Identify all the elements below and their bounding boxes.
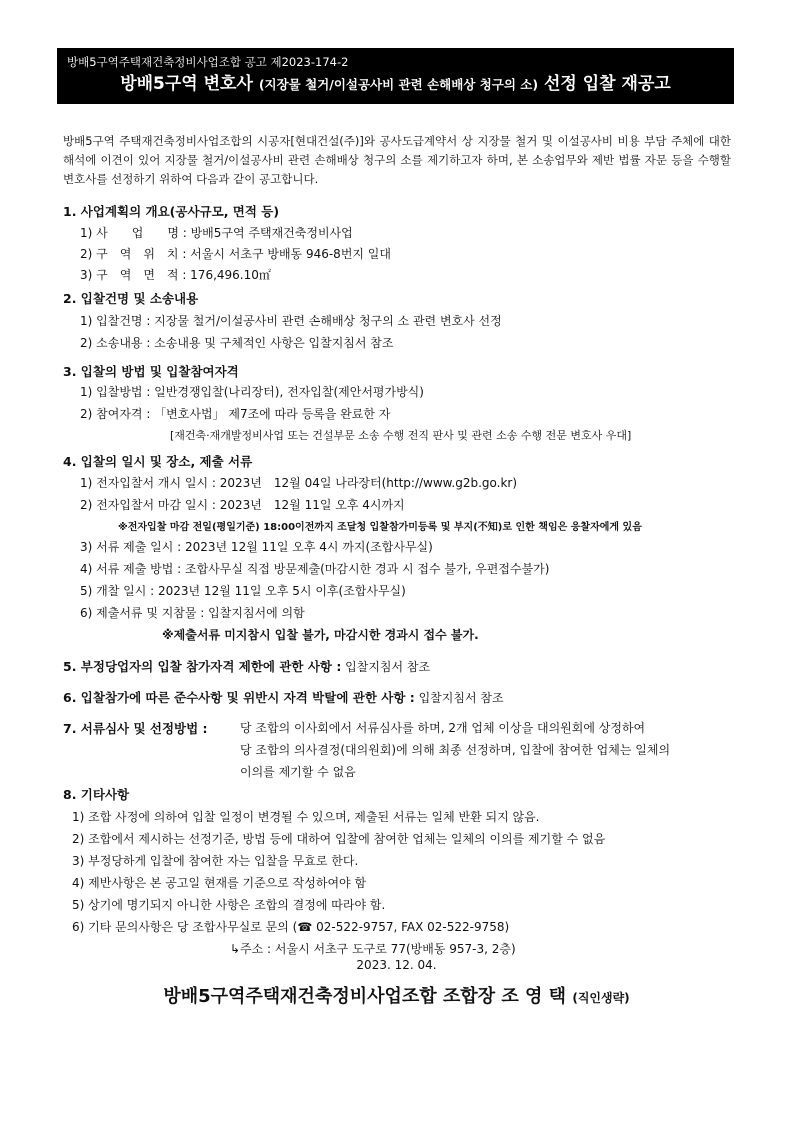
section-5-value: 입찰지침서 참조: [341, 660, 431, 674]
s4-item-5: 5) 개찰 일시 : 2023년 12월 11일 오후 5시 이후(조합사무실): [80, 584, 406, 598]
s8-item-1: 1) 조합 사정에 의하여 입찰 일정이 변경될 수 있으며, 제출된 서류는 일체 반환 되지 않음.: [72, 810, 540, 824]
section-7-heading: 7. 서류심사 및 선정방법 :: [63, 721, 208, 736]
title-subject: (지장물 철거/이설공사비 관련 손해배상 청구의 소): [258, 77, 539, 92]
section-6-heading: 6. 입찰참가에 따른 준수사항 및 위반시 자격 박탈에 관한 사항 :: [63, 690, 415, 705]
s4-item-2: 2) 전자입찰서 마감 일시 : 2023년 12월 11일 오후 4시까지: [80, 498, 405, 512]
s4-item-1: 1) 전자입찰서 개시 일시 : 2023년 12월 04일 나라장터(http://www.g2b.go.kr): [80, 476, 518, 490]
section-5-heading: 5. 부정당업자의 입찰 참가자격 제한에 관한 사항 :: [63, 659, 342, 674]
s1-item-1: 1) 사 업 명 : 방배5구역 주택재건축정비사업: [80, 226, 353, 240]
s8-item-6: 6) 기타 문의사항은 당 조합사무실로 문의 (☎ 02-522-9757, FAX 02-522-9758): [72, 920, 510, 934]
section-3-heading: 3. 입찰의 방법 및 입찰참여자격: [63, 364, 239, 379]
section-4-heading: 4. 입찰의 일시 및 장소, 제출 서류: [63, 454, 253, 469]
notice-number: 방배5구역주택재건축정비사업조합 공고 제2023-174-2: [67, 55, 349, 69]
s4-item-3: 3) 서류 제출 일시 : 2023년 12월 11일 오후 4시 까지(조합사무실): [80, 540, 433, 554]
s4-submission-note: ※제출서류 미지참시 입찰 불가, 마감시한 경과시 접수 불가.: [162, 628, 479, 642]
s8-address: ↳주소 : 서울시 서초구 도구로 77(방배동 957-3, 2층): [230, 942, 516, 956]
section-5: [63, 657, 430, 675]
section-6: [63, 688, 504, 706]
signer-line: [0, 982, 793, 1008]
s7-line-2: 당 조합의 의사결정(대의원회)에 의해 최종 선정하며, 입찰에 참여한 업체는 일체의: [240, 743, 671, 757]
section-1-heading: 1. 사업계획의 개요(공사규모, 면적 등): [63, 204, 280, 219]
s1-item-2: 2) 구 역 위 치 : 서울시 서초구 방배동 946-8번지 일대: [80, 247, 391, 261]
s3-item-2: 2) 참여자격 : 「변호사법」 제7조에 따라 등록을 완료한 자: [80, 407, 391, 421]
s8-item-3: 3) 부정당하게 입찰에 참여한 자는 입찰을 무효로 한다.: [72, 854, 359, 868]
notice-title: [67, 72, 724, 97]
section-2-heading: 2. 입찰건명 및 소송내용: [63, 291, 199, 306]
s3-preference-note: [재건축·재개발정비사업 또는 건설부문 소송 수행 전직 판사 및 관련 소송 수행 전문 변호사 우대]: [170, 429, 632, 442]
notice-date: 2023. 12. 04.: [356, 958, 437, 972]
signer-name: 방배5구역주택재건축정비사업조합 조합장 조 영 택: [163, 986, 573, 1007]
s3-item-1: 1) 입찰방법 : 일반경쟁입찰(나리장터), 전자입찰(제안서평가방식): [80, 385, 424, 399]
s4-item-6: 6) 제출서류 및 지참물 : 입찰지침서에 의함: [80, 606, 305, 620]
s7-line-1: 당 조합의 이사회에서 서류심사를 하며, 2개 업체 이상을 대의원회에 상정하여: [240, 721, 646, 735]
s4-deadline-note: ※전자입찰 마감 전일(평일기준) 18:00이전까지 조달청 입찰참가미등록 및 부지(不知)로 인한 책임은 응찰자에게 있음: [118, 522, 642, 533]
section-8-heading: 8. 기타사항: [63, 787, 130, 802]
notice-header: [57, 48, 734, 104]
s7-line-3: 이의를 제기할 수 없음: [240, 765, 356, 779]
s1-item-3: 3) 구 역 면 적 : 176,496.10㎡: [80, 268, 271, 282]
title-end: 선정 입찰 재공고: [538, 74, 671, 94]
section-6-value: 입찰지침서 참조: [414, 691, 504, 705]
s8-item-4: 4) 제반사항은 본 공고일 현재를 기준으로 작성하여야 함: [72, 876, 367, 890]
s8-item-5: 5) 상기에 명기되지 아니한 사항은 조합의 결정에 따라야 함.: [72, 898, 386, 912]
seal-omitted: (직인생략): [572, 991, 630, 1005]
intro-paragraph: 방배5구역 주택재건축정비사업조합의 시공자[현대건설(주)]와 공사도급계약서 상 지장물 철거 및 이설공사비 비용 부담 주체에 대한 해석에 이견이 있어 지장물 철거/이설공사비 관련 손해배상 청구의 소를 제기하고자 하며, 본 소송업무와 제반 법률 자문 등을 수행할 변호사를 선정하기 위하여 다음과 같이 공고합니다.: [63, 134, 731, 186]
s2-item-1: 1) 입찰건명 : 지장물 철거/이설공사비 관련 손해배상 청구의 소 관련 변호사 선정: [80, 314, 502, 328]
s2-item-2: 2) 소송내용 : 소송내용 및 구체적인 사항은 입찰지침서 참조: [80, 336, 394, 350]
s4-item-4: 4) 서류 제출 방법 : 조합사무실 직접 방문제출(마감시한 경과 시 접수 불가, 우편접수불가): [80, 562, 550, 576]
title-main: 방배5구역 변호사: [120, 74, 259, 94]
s8-item-2: 2) 조합에서 제시하는 선정기준, 방법 등에 대하여 입찰에 참여한 업체는 일체의 이의를 제기할 수 없음: [72, 832, 606, 846]
